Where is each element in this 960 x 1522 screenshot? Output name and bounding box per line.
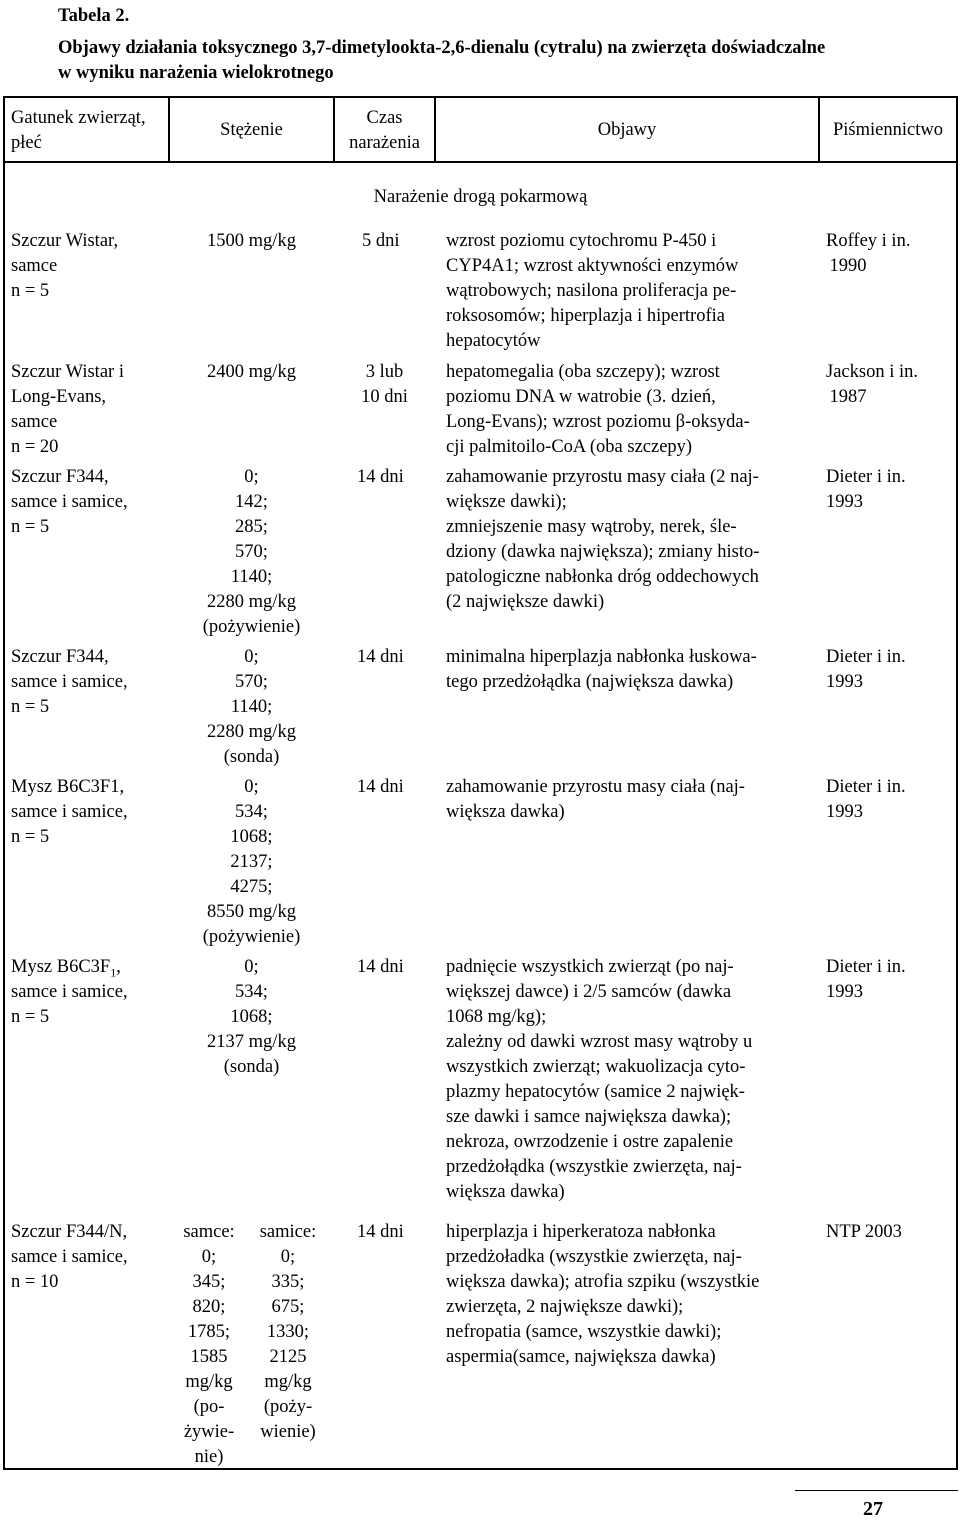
row-3-effects (446, 465, 759, 615)
cell-text-line: hepatomegalia (oba szczepy); wzrost (446, 362, 720, 382)
cell-text-line: roksosomów; hiperplazja i hipertrofia (446, 306, 725, 326)
cell-text-line: Dieter i in. (826, 467, 906, 487)
cell-text-line: zależny od dawki wzrost masy wątroby u (446, 1032, 753, 1052)
cell-text-line: n = 10 (11, 1272, 59, 1292)
row-3-literature (826, 465, 906, 515)
cell-text-line: hepatocytów (446, 331, 541, 351)
cell-text-line: samice: (259, 1222, 317, 1242)
cell-text-line: n = 5 (11, 517, 50, 537)
cell-text-line: 570; (235, 542, 268, 562)
cell-text-line: 1990 (829, 256, 867, 276)
table-label: Tabela 2. (58, 6, 130, 26)
cell-text-line: samce i samice, (11, 492, 128, 512)
cell-text-line: 1585 (190, 1347, 228, 1367)
cell-text-line: Dieter i in. (826, 647, 906, 667)
row-4-effects (446, 645, 757, 695)
cell-text-line: płeć (11, 133, 42, 153)
cell-text-line: tego przedżołądka (największa dawka) (446, 672, 734, 692)
cell-text-line: n = 5 (11, 827, 50, 847)
cell-text-line: Czas (366, 108, 403, 128)
cell-text-line: większa dawka) (446, 1182, 565, 1202)
header-exposure-time (335, 106, 434, 156)
cell-text-line: 10 dni (361, 387, 408, 407)
cell-text-line: 1785; (187, 1322, 231, 1342)
cell-text-line: n = 5 (11, 281, 50, 301)
cell-text-line: Mysz B6C3F (11, 957, 111, 977)
cell-text-line: (2 największe dawki) (446, 592, 605, 612)
row-5-concentration (170, 775, 333, 950)
row-3-concentration (170, 465, 333, 640)
cell-text-line: 1993 (826, 982, 863, 1002)
cell-text-line: większa dawka) (446, 802, 565, 822)
row-7-literature: NTP 2003 (826, 1222, 902, 1242)
header-species (11, 106, 146, 156)
table-right-border (956, 96, 958, 1470)
cell-text-line: 2280 mg/kg (207, 722, 296, 742)
cell-text-line: 4275; (230, 877, 273, 897)
cell-text-line: 0; (244, 777, 259, 797)
header-concentration: Stężenie (220, 120, 283, 140)
row-4-literature (826, 645, 906, 695)
cell-text-line: sze dawki i samce największa dawka); (446, 1107, 732, 1127)
cell-text-line: plazmy hepatocytów (samice 2 najwięk- (446, 1082, 745, 1102)
cell-text-line: (sonda) (223, 747, 280, 767)
row-1-time: 5 dni (362, 231, 400, 251)
cell-text-line: 1993 (826, 672, 863, 692)
cell-text-line: 2137; (230, 852, 273, 872)
cell-text-line: (sonda) (223, 1057, 280, 1077)
row-3-time: 14 dni (357, 467, 404, 487)
row-1-species (11, 229, 118, 304)
cell-text-line: samce: (183, 1222, 235, 1242)
cell-text-line: 675; (271, 1297, 305, 1317)
row-4-time: 14 dni (357, 647, 404, 667)
row-6-time: 14 dni (357, 957, 404, 977)
cell-text-line: Gatunek zwierząt, (11, 108, 146, 128)
cell-text-line: samce i samice, (11, 982, 128, 1002)
row-5-literature (826, 775, 906, 825)
cell-text-line: padnięcie wszystkich zwierząt (po naj- (446, 957, 734, 977)
cell-text-line: wienie) (260, 1422, 316, 1442)
cell-text-line: samce i samice, (11, 802, 128, 822)
row-6-literature (826, 955, 906, 1005)
cell-text-line: Szczur F344, (11, 647, 109, 667)
cell-text-line: 0; (244, 957, 259, 977)
row-1-concentration: 1500 mg/kg (207, 231, 296, 251)
row-2-time (335, 360, 434, 410)
cell-text-line: 335; (271, 1272, 305, 1292)
row-7-species (11, 1220, 128, 1295)
cell-text-line: , (116, 957, 121, 977)
table-left-border (3, 96, 5, 1470)
cell-text-line: przedżołądka (wszystkie zwierzęta, naj- (446, 1157, 742, 1177)
cell-text-line: 1993 (826, 802, 863, 822)
cell-text-line: 1140; (230, 567, 273, 587)
cell-text-line: n = 5 (11, 1007, 50, 1027)
row-1-literature (826, 229, 910, 279)
cell-text-line: (po- (193, 1397, 225, 1417)
row-5-effects (446, 775, 745, 825)
row-4-concentration (170, 645, 333, 770)
footer-rule (795, 1490, 958, 1491)
cell-text-line: narażenia (349, 133, 420, 153)
cell-text-line: patologiczne nabłonka dróg oddechowych (446, 567, 759, 587)
cell-text-line: Long-Evans); wzrost poziomu β-oksyda- (446, 412, 750, 432)
cell-text-line: Jackson i in. (826, 362, 918, 382)
cell-text-line: 1 (110, 965, 117, 980)
row-2-effects (446, 360, 750, 460)
cell-text-line: wątrobowych; nasilona proliferacja pe- (446, 281, 737, 301)
cell-text-line: 1987 (829, 387, 867, 407)
cell-text-line: Szczur Wistar i (11, 362, 124, 382)
cell-text-line: aspermia(samce, największa dawka) (446, 1347, 716, 1367)
cell-text-line: 1068; (230, 827, 273, 847)
row-6-species (11, 955, 128, 1030)
cell-text-line: Dieter i in. (826, 957, 906, 977)
table-title-line-1: Objawy działania toksycznego 3,7-dimetylookta-2,6-dienalu (cytralu) na zwierzęta doświadczalne (58, 38, 826, 58)
cell-text-line: zwierzęta, 2 największe dawki); (446, 1297, 684, 1317)
cell-text-line: Roffey i in. (826, 231, 911, 251)
cell-text-line: 0; (244, 647, 259, 667)
cell-text-line: 2280 mg/kg (207, 592, 296, 612)
cell-text-line: Szczur F344/N, (11, 1222, 128, 1242)
cell-text-line: Dieter i in. (826, 777, 906, 797)
cell-text-line: n = 20 (11, 437, 59, 457)
cell-text-line: zmniejszenie masy wątroby, nerek, śle- (446, 517, 737, 537)
cell-text-line: wszystkich zwierząt; wakuolizacja cyto- (446, 1057, 746, 1077)
row-5-time: 14 dni (357, 777, 404, 797)
row-2-species (11, 360, 124, 460)
row-6-effects (446, 955, 752, 1205)
row-1-effects (446, 229, 738, 354)
row-5-species (11, 775, 128, 850)
table-top-border (3, 96, 958, 98)
cell-text-line: (pożywienie) (202, 927, 301, 947)
row-7-effects (446, 1220, 759, 1370)
cell-text-line: hiperplazja i hiperkeratoza nabłonka (446, 1222, 716, 1242)
cell-text-line: większa dawka); atrofia szpiku (wszystkie (446, 1272, 760, 1292)
cell-text-line: 2137 mg/kg (207, 1032, 296, 1052)
cell-text-line: minimalna hiperplazja nabłonka łuskowa- (446, 647, 757, 667)
header-effects: Objawy (597, 120, 657, 140)
cell-text-line: 3 lub (365, 362, 404, 382)
cell-text-line: (poży- (263, 1397, 313, 1417)
cell-text-line: nie) (194, 1447, 224, 1467)
cell-text-line: 0; (280, 1247, 296, 1267)
page-number: 27 (863, 1498, 883, 1520)
cell-text-line: 8550 mg/kg (207, 902, 296, 922)
cell-text-line: przedżoładka (wszystkie zwierzęta, naj- (446, 1247, 742, 1267)
cell-text-line: samce (11, 412, 58, 432)
cell-text-line: 0; (244, 467, 259, 487)
header-bottom-border (3, 161, 958, 163)
cell-text-line: Szczur Wistar, (11, 231, 119, 251)
row-4-species (11, 645, 128, 720)
cell-text-line: 142; (235, 492, 268, 512)
cell-text-line: (pożywienie) (202, 617, 301, 637)
cell-text-line: mg/kg (185, 1372, 233, 1392)
row-3-species (11, 465, 128, 540)
cell-text-line: Szczur F344, (11, 467, 109, 487)
row-2-concentration: 2400 mg/kg (207, 362, 296, 382)
table-bottom-border (3, 1468, 958, 1470)
cell-text-line: 534; (235, 982, 268, 1002)
cell-text-line: 345; (192, 1272, 226, 1292)
table-title-line-2: w wyniku narażenia wielokrotnego (58, 63, 334, 83)
cell-text-line: samce i samice, (11, 672, 128, 692)
cell-text-line: Long-Evans, (11, 387, 107, 407)
cell-text-line: Mysz B6C3F1, (11, 777, 125, 797)
cell-text-line: 1068 mg/kg); (446, 1007, 547, 1027)
cell-text-line: cji palmitoilo-CoA (oba szczepy) (446, 437, 693, 457)
cell-text-line: n = 5 (11, 697, 50, 717)
cell-text-line: 534; (235, 802, 268, 822)
cell-text-line: zahamowanie przyrostu masy ciała (naj- (446, 777, 745, 797)
cell-text-line: 1068; (230, 1007, 273, 1027)
cell-text-line: większe dawki); (446, 492, 567, 512)
cell-text-line: zahamowanie przyrostu masy ciała (2 naj- (446, 467, 759, 487)
cell-text-line: 0; (201, 1247, 217, 1267)
header-literature: Piśmiennictwo (833, 120, 943, 140)
row-7-time: 14 dni (357, 1222, 404, 1242)
cell-text-line: 570; (235, 672, 268, 692)
section-oral-exposure: Narażenie drogą pokarmową (373, 187, 588, 207)
cell-text-line: 820; (192, 1297, 226, 1317)
cell-text-line: poziomu DNA w watrobie (3. dzień, (446, 387, 716, 407)
row-7-concentration-females (248, 1220, 328, 1445)
row-6-concentration (170, 955, 333, 1080)
row-7-concentration-males (170, 1220, 248, 1470)
cell-text-line: samce (11, 256, 58, 276)
cell-text-line: CYP4A1; wzrost aktywności enzymów (446, 256, 739, 276)
row-2-literature (826, 360, 918, 410)
cell-text-line: 1330; (266, 1322, 310, 1342)
cell-text-line: 1993 (826, 492, 863, 512)
cell-text-line: większej dawce) i 2/5 samców (dawka (446, 982, 732, 1002)
cell-text-line: 2125 (269, 1347, 307, 1367)
cell-text-line: wzrost poziomu cytochromu P-450 i (446, 231, 717, 251)
cell-text-line: nefropatia (samce, wszystkie dawki); (446, 1322, 722, 1342)
cell-text-line: mg/kg (264, 1372, 312, 1392)
cell-text-line: nekroza, owrzodzenie i ostre zapalenie (446, 1132, 734, 1152)
cell-text-line: 1140; (230, 697, 273, 717)
cell-text-line: żywie- (183, 1422, 235, 1442)
cell-text-line: 285; (235, 517, 268, 537)
cell-text-line: samce i samice, (11, 1247, 128, 1267)
cell-text-line: dziony (dawka największa); zmiany histo- (446, 542, 760, 562)
